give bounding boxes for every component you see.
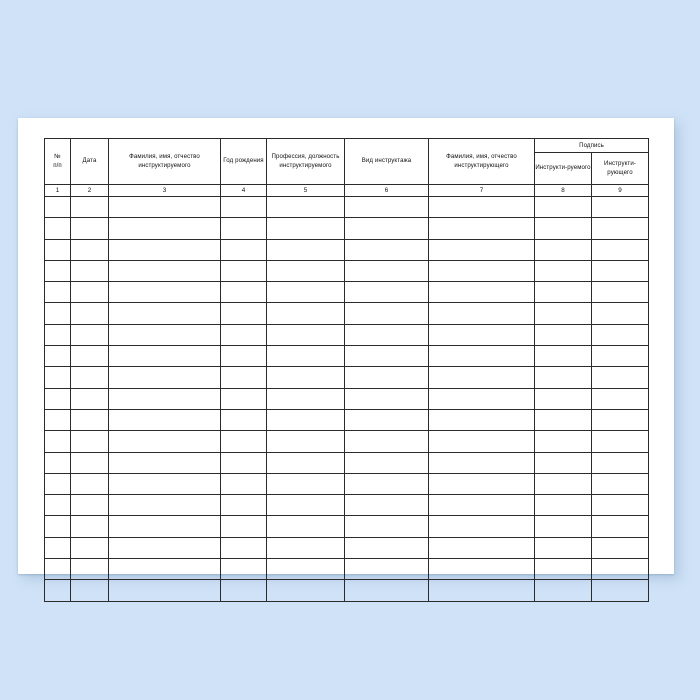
- table-cell[interactable]: [345, 218, 429, 239]
- table-cell[interactable]: [429, 324, 535, 345]
- table-cell[interactable]: [429, 197, 535, 218]
- table-cell[interactable]: [429, 260, 535, 281]
- header-briefing-type: [345, 139, 429, 185]
- table-cell[interactable]: [109, 559, 221, 580]
- column-number-cell: 3: [109, 185, 221, 197]
- table-cell[interactable]: [267, 346, 345, 367]
- table-cell[interactable]: [345, 260, 429, 281]
- table-cell[interactable]: [221, 388, 267, 409]
- table-cell[interactable]: [71, 580, 109, 601]
- table-cell[interactable]: [267, 367, 345, 388]
- table-cell[interactable]: [267, 431, 345, 452]
- table-cell[interactable]: [345, 452, 429, 473]
- table-cell[interactable]: [45, 197, 71, 218]
- table-cell[interactable]: [267, 409, 345, 430]
- column-number-cell: 8: [535, 185, 592, 197]
- table-row[interactable]: [45, 559, 649, 580]
- table-cell[interactable]: [429, 559, 535, 580]
- table-cell[interactable]: [109, 516, 221, 537]
- table-cell[interactable]: [535, 324, 592, 345]
- table-cell[interactable]: [267, 495, 345, 516]
- table-cell[interactable]: [45, 388, 71, 409]
- table-cell[interactable]: [592, 388, 649, 409]
- table-cell[interactable]: [429, 409, 535, 430]
- table-cell[interactable]: [267, 239, 345, 260]
- table-cell[interactable]: [345, 197, 429, 218]
- column-number-row: [45, 185, 649, 197]
- table-cell[interactable]: [221, 218, 267, 239]
- table-cell[interactable]: [221, 516, 267, 537]
- table-cell[interactable]: [345, 431, 429, 452]
- table-cell[interactable]: [592, 303, 649, 324]
- table-cell[interactable]: [109, 303, 221, 324]
- column-number-cell: 9: [592, 185, 649, 197]
- table-cell[interactable]: [592, 260, 649, 281]
- table-cell[interactable]: [267, 559, 345, 580]
- table-cell[interactable]: [221, 260, 267, 281]
- table-cell[interactable]: [221, 239, 267, 260]
- column-number-cell: 2: [71, 185, 109, 197]
- table-cell[interactable]: [592, 324, 649, 345]
- table-cell[interactable]: [267, 473, 345, 494]
- table-cell[interactable]: [71, 537, 109, 558]
- table-cell[interactable]: [267, 388, 345, 409]
- table-cell[interactable]: [45, 218, 71, 239]
- header-signature-instructor: [592, 153, 649, 185]
- table-cell[interactable]: [221, 452, 267, 473]
- table-cell[interactable]: [535, 452, 592, 473]
- table-cell[interactable]: [221, 282, 267, 303]
- briefing-journal-table: [44, 138, 649, 602]
- table-cell[interactable]: [535, 409, 592, 430]
- table-cell[interactable]: [221, 367, 267, 388]
- table-cell[interactable]: [71, 239, 109, 260]
- table-cell[interactable]: [267, 452, 345, 473]
- table-cell[interactable]: [267, 580, 345, 601]
- table-row[interactable]: [45, 537, 649, 558]
- table-row[interactable]: [45, 260, 649, 281]
- table-cell[interactable]: [592, 346, 649, 367]
- table-cell[interactable]: [71, 388, 109, 409]
- header-signature-group-label: Подпись: [579, 142, 604, 149]
- table-cell[interactable]: [429, 218, 535, 239]
- table-cell[interactable]: [592, 473, 649, 494]
- document-page: [18, 118, 674, 574]
- header-signature-instructor-label: Инструкти-рующего: [604, 159, 636, 176]
- table-cell[interactable]: [71, 473, 109, 494]
- table-cell[interactable]: [45, 409, 71, 430]
- table-cell[interactable]: [592, 495, 649, 516]
- header-birth-year-label: Год рождения: [223, 157, 264, 165]
- table-cell[interactable]: [535, 260, 592, 281]
- table-row[interactable]: [45, 367, 649, 388]
- table-row[interactable]: [45, 282, 649, 303]
- table-cell[interactable]: [345, 580, 429, 601]
- table-cell[interactable]: [535, 239, 592, 260]
- table-cell[interactable]: [71, 218, 109, 239]
- table-row[interactable]: [45, 431, 649, 452]
- table-cell[interactable]: [267, 537, 345, 558]
- table-cell[interactable]: [592, 516, 649, 537]
- table-row[interactable]: [45, 495, 649, 516]
- table-cell[interactable]: [221, 409, 267, 430]
- table-row[interactable]: [45, 346, 649, 367]
- table-cell[interactable]: [71, 367, 109, 388]
- table-cell[interactable]: [45, 473, 71, 494]
- table-cell[interactable]: [109, 282, 221, 303]
- table-cell[interactable]: [221, 197, 267, 218]
- header-date-label: Дата: [82, 157, 97, 165]
- table-row[interactable]: [45, 324, 649, 345]
- table-cell[interactable]: [535, 197, 592, 218]
- table-cell[interactable]: [109, 537, 221, 558]
- header-fio-instructor-label: Фамилия, имя, отчество инструктирующего: [446, 152, 517, 169]
- table-row[interactable]: [45, 473, 649, 494]
- table-cell[interactable]: [109, 346, 221, 367]
- table-cell[interactable]: [45, 452, 71, 473]
- table-cell[interactable]: [267, 218, 345, 239]
- table-cell[interactable]: [71, 260, 109, 281]
- table-cell[interactable]: [429, 388, 535, 409]
- table-cell[interactable]: [345, 282, 429, 303]
- table-cell[interactable]: [221, 537, 267, 558]
- table-header-row: [45, 139, 649, 153]
- table-cell[interactable]: [45, 516, 71, 537]
- table-cell[interactable]: [71, 452, 109, 473]
- table-cell[interactable]: [71, 282, 109, 303]
- table-cell[interactable]: [267, 324, 345, 345]
- table-cell[interactable]: [45, 367, 71, 388]
- header-number-label: № п/п: [53, 152, 62, 169]
- table-row[interactable]: [45, 409, 649, 430]
- table-cell[interactable]: [345, 537, 429, 558]
- table-cell[interactable]: [221, 303, 267, 324]
- table-cell[interactable]: [109, 580, 221, 601]
- table-cell[interactable]: [592, 537, 649, 558]
- table-cell[interactable]: [535, 473, 592, 494]
- table-cell[interactable]: [45, 303, 71, 324]
- table-cell[interactable]: [429, 452, 535, 473]
- table-cell[interactable]: [429, 303, 535, 324]
- table-row[interactable]: [45, 239, 649, 260]
- table-cell[interactable]: [71, 559, 109, 580]
- header-fio-instructor: [429, 139, 535, 185]
- table-cell[interactable]: [429, 495, 535, 516]
- table-cell[interactable]: [535, 346, 592, 367]
- table-cell[interactable]: [109, 409, 221, 430]
- table-cell[interactable]: [221, 495, 267, 516]
- table-cell[interactable]: [429, 346, 535, 367]
- table-body: [45, 197, 649, 602]
- table-cell[interactable]: [267, 282, 345, 303]
- journal-table-wrapper: [44, 138, 648, 602]
- table-cell[interactable]: [345, 473, 429, 494]
- table-cell[interactable]: [71, 495, 109, 516]
- table-cell[interactable]: [345, 324, 429, 345]
- table-cell[interactable]: [71, 431, 109, 452]
- table-cell[interactable]: [345, 516, 429, 537]
- table-cell[interactable]: [429, 580, 535, 601]
- table-cell[interactable]: [71, 516, 109, 537]
- column-number-cell: 6: [345, 185, 429, 197]
- table-cell[interactable]: [592, 218, 649, 239]
- table-cell[interactable]: [535, 431, 592, 452]
- column-number-cell: 4: [221, 185, 267, 197]
- table-cell[interactable]: [221, 346, 267, 367]
- table-cell[interactable]: [45, 282, 71, 303]
- table-cell[interactable]: [345, 303, 429, 324]
- table-head: [45, 139, 649, 197]
- table-cell[interactable]: [71, 324, 109, 345]
- table-cell[interactable]: [345, 346, 429, 367]
- column-number-cell: 1: [45, 185, 71, 197]
- table-row[interactable]: [45, 388, 649, 409]
- table-row[interactable]: [45, 197, 649, 218]
- header-briefing-type-label: Вид инструктажа: [361, 157, 412, 165]
- table-cell[interactable]: [45, 537, 71, 558]
- table-cell[interactable]: [109, 495, 221, 516]
- table-cell[interactable]: [109, 388, 221, 409]
- table-cell[interactable]: [45, 260, 71, 281]
- table-cell[interactable]: [45, 324, 71, 345]
- table-cell[interactable]: [429, 516, 535, 537]
- table-row[interactable]: [45, 580, 649, 601]
- table-cell[interactable]: [535, 580, 592, 601]
- header-signature-group: [535, 139, 649, 153]
- header-fio-instructed-label: Фамилия, имя, отчество инструктируемого: [129, 152, 200, 169]
- table-cell[interactable]: [535, 282, 592, 303]
- table-cell[interactable]: [592, 367, 649, 388]
- table-cell[interactable]: [45, 431, 71, 452]
- table-cell[interactable]: [345, 367, 429, 388]
- column-number-cell: 5: [267, 185, 345, 197]
- table-cell[interactable]: [592, 431, 649, 452]
- table-cell[interactable]: [535, 516, 592, 537]
- table-cell[interactable]: [592, 559, 649, 580]
- table-cell[interactable]: [429, 473, 535, 494]
- table-cell[interactable]: [345, 559, 429, 580]
- table-cell[interactable]: [109, 239, 221, 260]
- table-cell[interactable]: [592, 580, 649, 601]
- table-cell[interactable]: [71, 197, 109, 218]
- table-cell[interactable]: [429, 537, 535, 558]
- table-cell[interactable]: [221, 559, 267, 580]
- table-cell[interactable]: [109, 197, 221, 218]
- column-number-cell: 7: [429, 185, 535, 197]
- table-cell[interactable]: [345, 388, 429, 409]
- table-cell[interactable]: [345, 409, 429, 430]
- table-cell[interactable]: [221, 324, 267, 345]
- table-cell[interactable]: [267, 516, 345, 537]
- table-cell[interactable]: [535, 367, 592, 388]
- table-cell[interactable]: [429, 367, 535, 388]
- table-cell[interactable]: [345, 495, 429, 516]
- table-cell[interactable]: [535, 537, 592, 558]
- header-birth-year: [221, 139, 267, 185]
- table-cell[interactable]: [221, 473, 267, 494]
- table-cell[interactable]: [45, 346, 71, 367]
- table-cell[interactable]: [429, 239, 535, 260]
- table-cell[interactable]: [109, 218, 221, 239]
- table-cell[interactable]: [267, 303, 345, 324]
- table-cell[interactable]: [109, 260, 221, 281]
- table-cell[interactable]: [267, 197, 345, 218]
- table-cell[interactable]: [345, 239, 429, 260]
- table-cell[interactable]: [109, 473, 221, 494]
- table-cell[interactable]: [45, 580, 71, 601]
- table-cell[interactable]: [109, 431, 221, 452]
- table-cell[interactable]: [592, 452, 649, 473]
- table-cell[interactable]: [71, 409, 109, 430]
- table-cell[interactable]: [221, 431, 267, 452]
- table-cell[interactable]: [109, 452, 221, 473]
- table-cell[interactable]: [429, 431, 535, 452]
- table-cell[interactable]: [109, 367, 221, 388]
- table-cell[interactable]: [535, 388, 592, 409]
- table-cell[interactable]: [535, 495, 592, 516]
- table-cell[interactable]: [535, 559, 592, 580]
- header-profession-label: Профессия, должность инструктируемого: [271, 152, 340, 169]
- header-fio-instructed: [109, 139, 221, 185]
- table-cell[interactable]: [71, 346, 109, 367]
- table-cell[interactable]: [592, 282, 649, 303]
- table-row[interactable]: [45, 516, 649, 537]
- header-date: [71, 139, 109, 185]
- header-signature-instructed: [535, 153, 592, 185]
- table-cell[interactable]: [267, 260, 345, 281]
- header-number: [45, 139, 71, 185]
- table-cell[interactable]: [109, 324, 221, 345]
- table-cell[interactable]: [45, 239, 71, 260]
- table-cell[interactable]: [535, 303, 592, 324]
- table-cell[interactable]: [592, 409, 649, 430]
- table-cell[interactable]: [592, 197, 649, 218]
- table-row[interactable]: [45, 303, 649, 324]
- table-cell[interactable]: [535, 218, 592, 239]
- table-cell[interactable]: [429, 282, 535, 303]
- header-profession: [267, 139, 345, 185]
- table-cell[interactable]: [45, 495, 71, 516]
- header-signature-instructed-label: Инструкти-руемого: [535, 164, 591, 172]
- table-row[interactable]: [45, 218, 649, 239]
- table-cell[interactable]: [71, 303, 109, 324]
- table-cell[interactable]: [221, 580, 267, 601]
- table-row[interactable]: [45, 452, 649, 473]
- table-cell[interactable]: [45, 559, 71, 580]
- table-cell[interactable]: [592, 239, 649, 260]
